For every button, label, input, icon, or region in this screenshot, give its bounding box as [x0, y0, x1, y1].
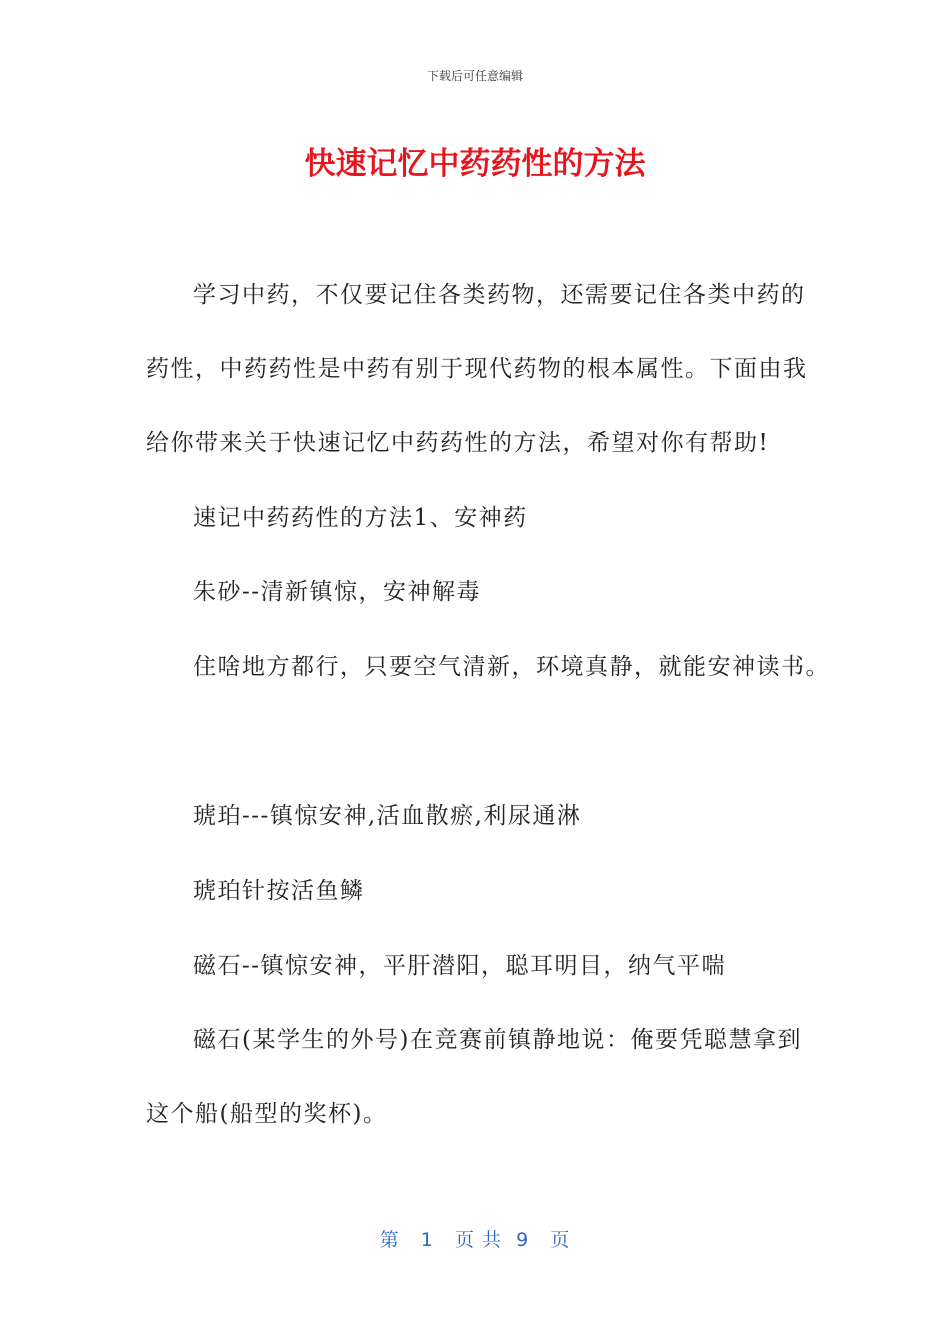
mnemonic-cishi-line-2: 这个船(船型的奖杯)。: [146, 1101, 388, 1127]
page-footer: [0, 1226, 950, 1254]
herb-entry-cishi: 磁石--镇惊安神，平肝潜阳，聪耳明目，纳气平喘: [193, 953, 727, 979]
footer-current-page: 1: [420, 1229, 434, 1251]
footer-label-page: 第: [379, 1229, 400, 1251]
mnemonic-hupo: 琥珀针按活鱼鳞: [193, 878, 365, 904]
section-heading: 速记中药药性的方法1、安神药: [193, 505, 528, 531]
footer-total-pages: 9: [516, 1229, 530, 1251]
paragraph-line-2: 药性，中药药性是中药有别于现代药物的根本属性。下面由我: [146, 356, 808, 382]
herb-entry-hupo: 琥珀---镇惊安神,活血散瘀,利尿通淋: [193, 803, 582, 829]
page-header: 下载后可任意编辑: [426, 69, 523, 83]
paragraph-line-3: 给你带来关于快速记忆中药药性的方法，希望对你有帮助!: [146, 430, 770, 456]
mnemonic-cishi-line-1: 磁石(某学生的外号)在竞赛前镇静地说：俺要凭聪慧拿到: [193, 1027, 802, 1053]
herb-entry-zhusha: 朱砂--清新镇惊，安神解毒: [193, 579, 482, 605]
document-title: 快速记忆中药药性的方法: [304, 146, 646, 182]
paragraph-line-1: 学习中药，不仅要记住各类药物，还需要记住各类中药的: [193, 282, 806, 308]
mnemonic-zhusha: 住啥地方都行，只要空气清新，环境真静，就能安神读书。: [193, 654, 830, 680]
footer-label-end: 页: [550, 1229, 571, 1251]
footer-label-total: 页 共: [454, 1229, 503, 1251]
